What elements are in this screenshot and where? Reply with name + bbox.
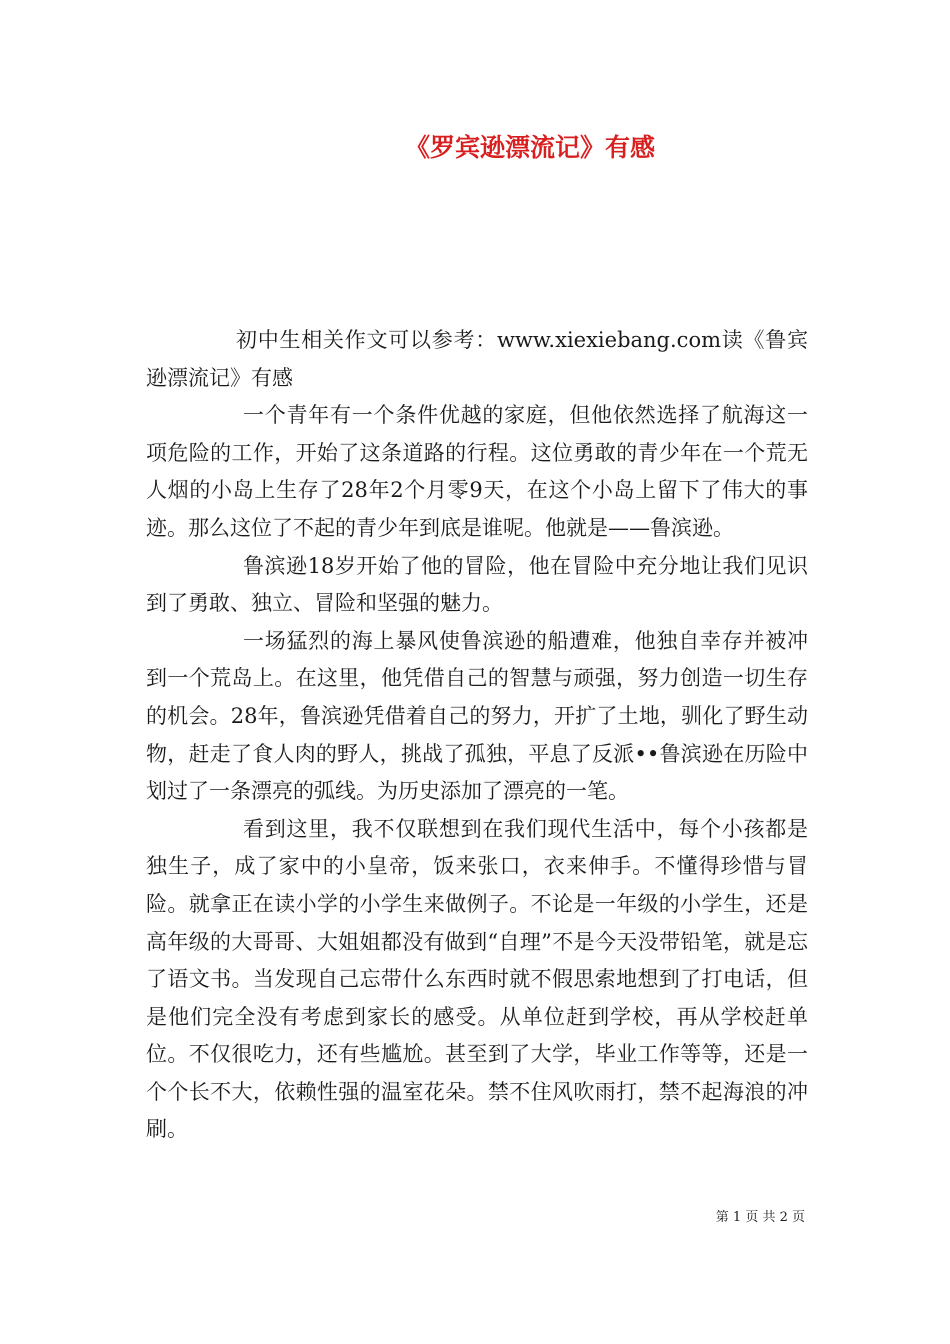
paragraph-4: 看到这里，我不仅联想到在我们现代生活中，每个小孩都是独生子，成了家中的小皇帝，饭来张口，衣来伸手。不懂得珍惜与冒险。就拿正在读小学的小学生来做例子。不论是一年级的小学生，还是高年级的大哥哥、大姐姐都没有做到“自理”不是今天没带铅笔，就是忘了语文书。当发现自己忘带什么东西时就不假思索地想到了打电话，但是他们完全没有考虑到家长的感受。从单位赶到学校，再从学校赶单位。不仅很吃力，还有些尴尬。甚至到了大学，毕业工作等等，还是一个个长不大，依赖性强的温室花朵。禁不住风吹雨打，禁不起海浪的冲刷。 — [146, 816, 808, 1142]
paragraph-1: 一个青年有一个条件优越的家庭，但他依然选择了航海这一项危险的工作，开始了这条道路的行程。这位勇敢的青少年在一个荒无人烟的小岛上生存了28年2个月零9天，在这个小岛上留下了伟大的事迹。那么这位了不起的青少年到底是谁呢。他就是——鲁滨逊。 — [146, 403, 808, 540]
paragraph-2: 鲁滨逊18岁开始了他的冒险，他在冒险中充分地让我们见识到了勇敢、独立、冒险和坚强的魅力。 — [146, 553, 808, 616]
document-body — [146, 322, 808, 1149]
paragraph-3: 一场猛烈的海上暴风使鲁滨逊的船遭难，他独自幸存并被冲到一个荒岛上。在这里，他凭借自己的智慧与顽强，努力创造一切生存的机会。28年，鲁滨逊凭借着自己的努力，开扩了土地，驯化了野生动物，赶走了食人肉的野人，挑战了孤独，平息了反派••鲁滨逊在历险中划过了一条漂亮的弧线。为历史添加了漂亮的一笔。 — [146, 628, 808, 804]
document-title: 《罗宾逊漂流记》有感 — [404, 133, 655, 162]
page-number: 第 1 页 共 2 页 — [715, 1210, 805, 1225]
paragraph-intro: 初中生相关作文可以参考：www.xiexiebang.com读《鲁宾逊漂流记》有感 — [146, 328, 808, 390]
page-footer — [0, 1206, 805, 1225]
